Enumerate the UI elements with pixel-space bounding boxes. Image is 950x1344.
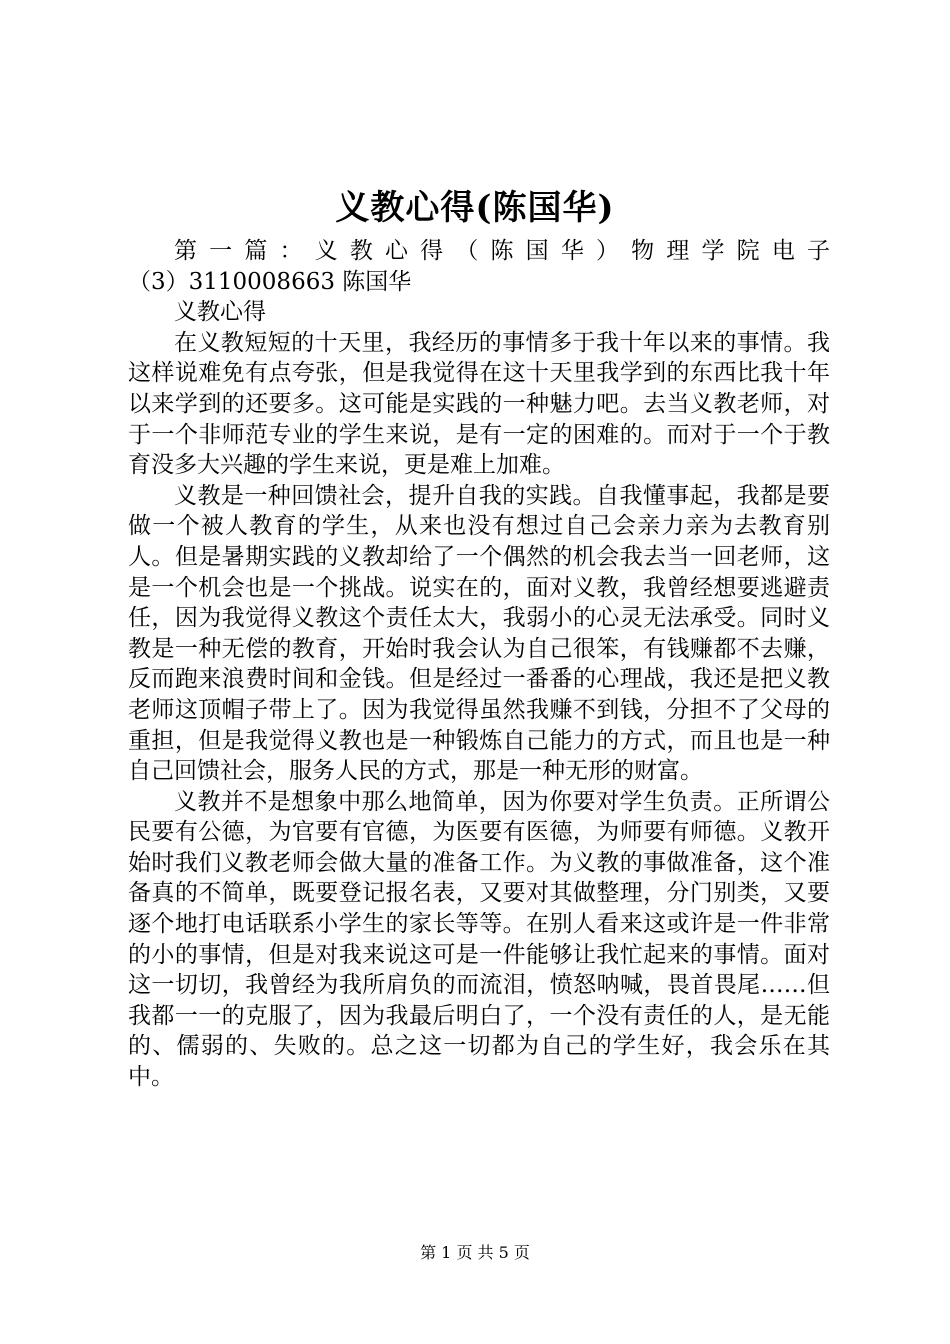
- document-body: [128, 236, 830, 1093]
- paragraph-3: 义教并不是想象中那么地简单，因为你要对学生负责。正所谓公民要有公德，为官要有官德，为医要有医德，为师要有师德。义教开始时我们义教老师会做大量的准备工作。为义教的事做准备，这个准备真的不简单，既要登记报名表，又要对其做整理，分门别类，又要逐个地打电话联系小学生的家长等等。在别人看来这或许是一件非常的小的事情，但是对我来说这可是一件能够让我忙起来的事情。面对这一切切，我曾经为我所肩负的而流泪，愤怒呐喊，畏首畏尾……但我都一一的克服了，因为我最后明白了，一个没有责任的人，是无能的、儒弱的、失败的。总之这一切都为自己的学生好，我会乐在其中。: [128, 788, 830, 1091]
- header-line-1: 第一篇：义教心得（陈国华）物理学院电子: [174, 238, 830, 264]
- subheading: 义教心得: [174, 299, 266, 326]
- document-title: 义教心得(陈国华): [335, 188, 615, 228]
- page-footer: 第 1 页 共 5 页: [420, 1243, 530, 1262]
- header-line-2: （3）3110008663 陈国华: [128, 268, 412, 295]
- paragraph-2: 义教是一种回馈社会，提升自我的实践。自我懂事起，我都是要做一个被人教育的学生，从来也没有想过自己会亲力亲为去教育别人。但是暑期实践的义教却给了一个偶然的机会我去当一回老师，这是一个机会也是一个挑战。说实在的，面对义教，我曾经想要逃避责任，因为我觉得义教这个责任太大，我弱小的心灵无法承受。同时义教是一种无偿的教育，开始时我会认为自己很笨，有钱赚都不去赚，反而跑来浪费时间和金钱。但是经过一番番的心理战，我还是把义教老师这顶帽子带上了。因为我觉得虽然我赚不到钱，分担不了父母的重担，但是我觉得义教也是一种锻炼自己能力的方式，而且也是一种自己回馈社会，服务人民的方式，那是一种无形的财富。: [128, 482, 830, 785]
- paragraph-1: 在义教短短的十天里，我经历的事情多于我十年以来的事情。我这样说难免有点夸张，但是我觉得在这十天里我学到的东西比我十年以来学到的还要多。这可能是实践的一种魅力吧。去当义教老师，对于一个非师范专业的学生来说，是有一定的困难的。而对于一个于教育没多大兴趣的学生来说，更是难上加难。: [128, 329, 830, 479]
